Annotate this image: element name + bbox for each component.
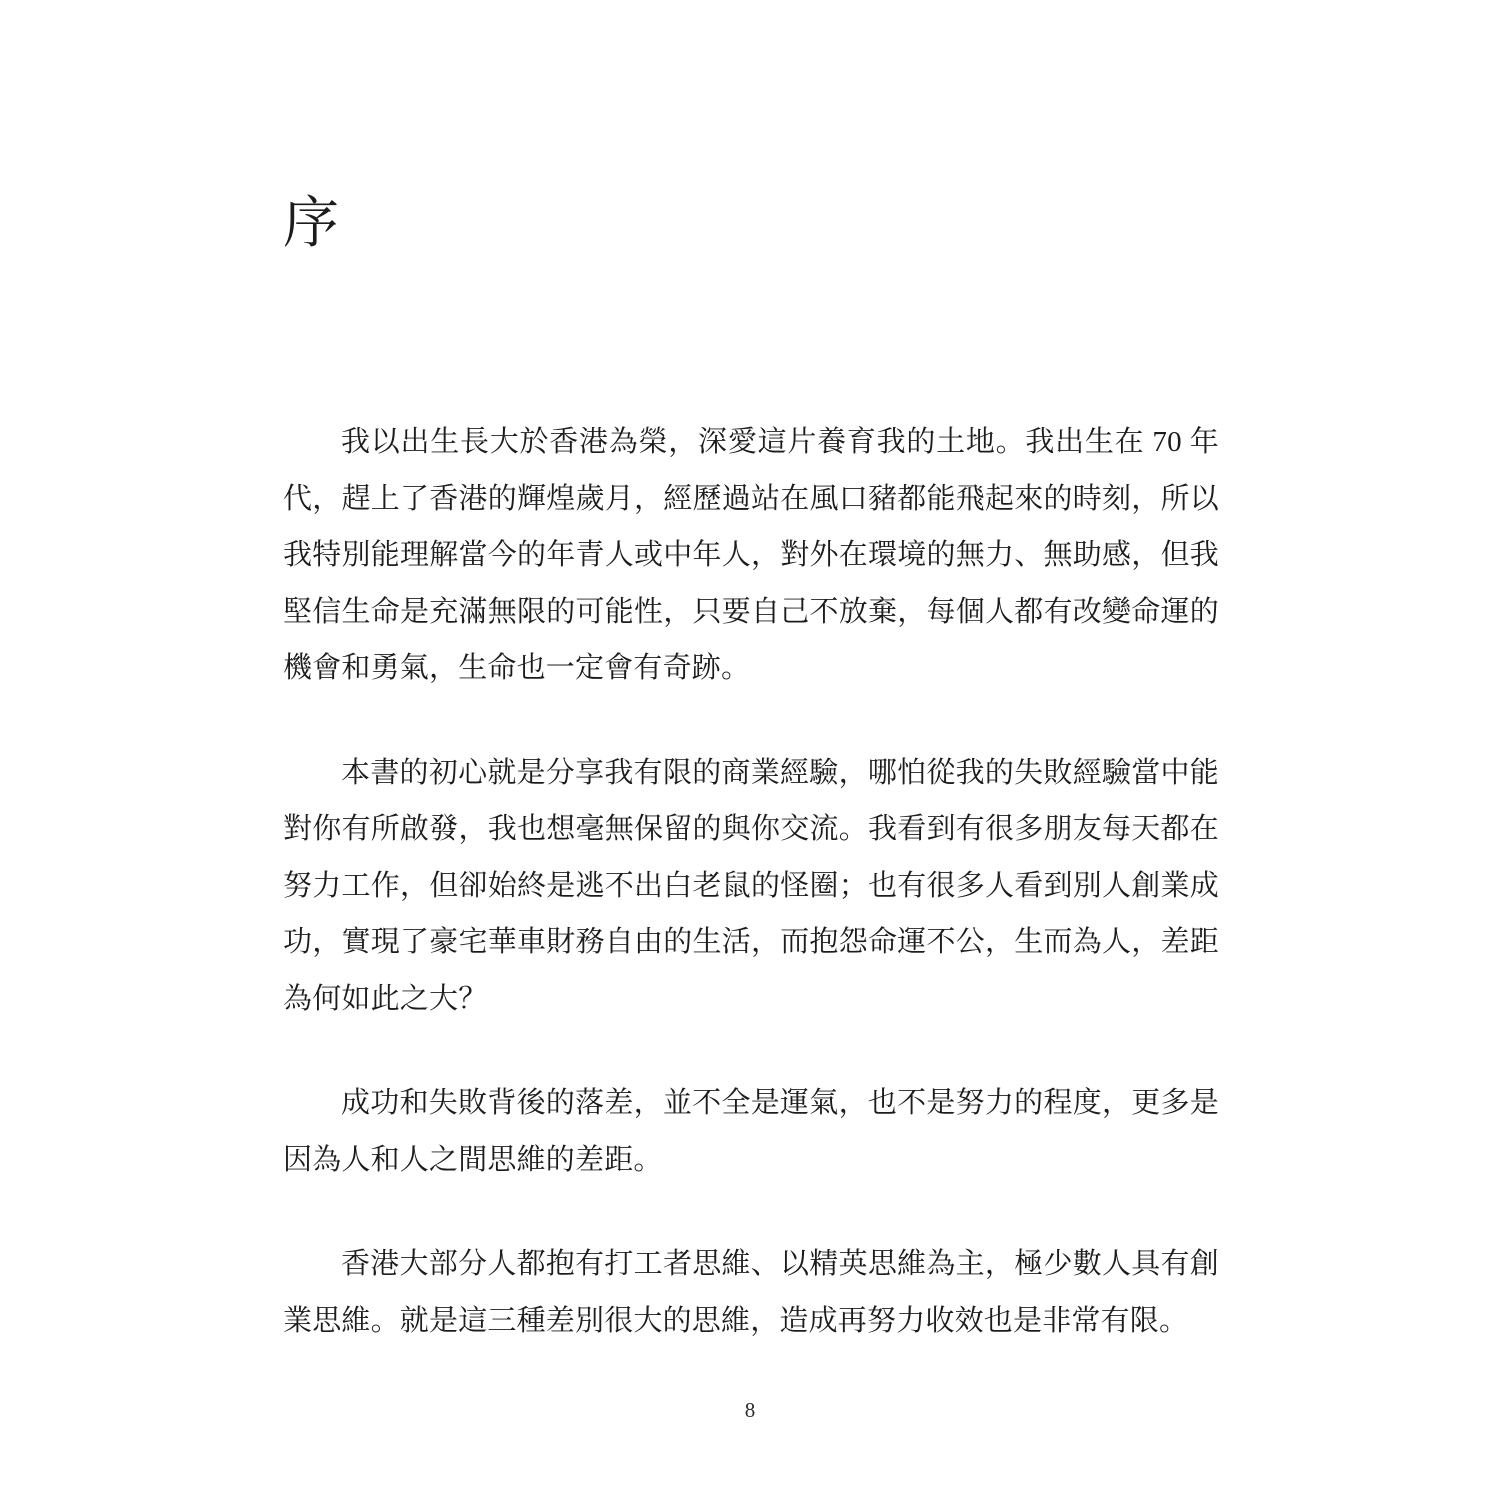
paragraph-3: 成功和失敗背後的落差，並不全是運氣，也不是努力的程度，更多是因為人和人之間思維的差距。 [283,1087,1219,1176]
paragraph-4: 香港大部分人都抱有打工者思維、以精英思維為主，極少數人具有創業思維。就是這三種差別很大的思維，造成再努力收效也是非常有限。 [283,1248,1219,1337]
page-number: 8 [744,1398,756,1422]
page-title: 序 [283,193,341,255]
page-body [283,414,1219,1349]
paragraph-2: 本書的初心就是分享我有限的商業經驗，哪怕從我的失敗經驗當中能對你有所啟發，我也想毫無保留的與你交流。我看到有很多朋友每天都在努力工作，但卻始終是逃不出白老鼠的怪圈；也有很多人看到別人創業成功，實現了豪宅華車財務自由的生活，而抱怨命運不公，生而為人，差距為何如此之大？ [283,756,1219,1015]
page-content [283,193,1219,1349]
paragraph-1: 我以出生長大於香港為榮，深愛這片養育我的土地。我出生在 70 年代，趕上了香港的輝煌歲月，經歷過站在風口豬都能飛起來的時刻，所以我特別能理解當今的年青人或中年人，對外在環境的無力、無助感，但我堅信生命是充滿無限的可能性，只要自己不放棄，每個人都有改變命運的機會和勇氣，生命也一定會有奇跡。 [283,426,1219,684]
